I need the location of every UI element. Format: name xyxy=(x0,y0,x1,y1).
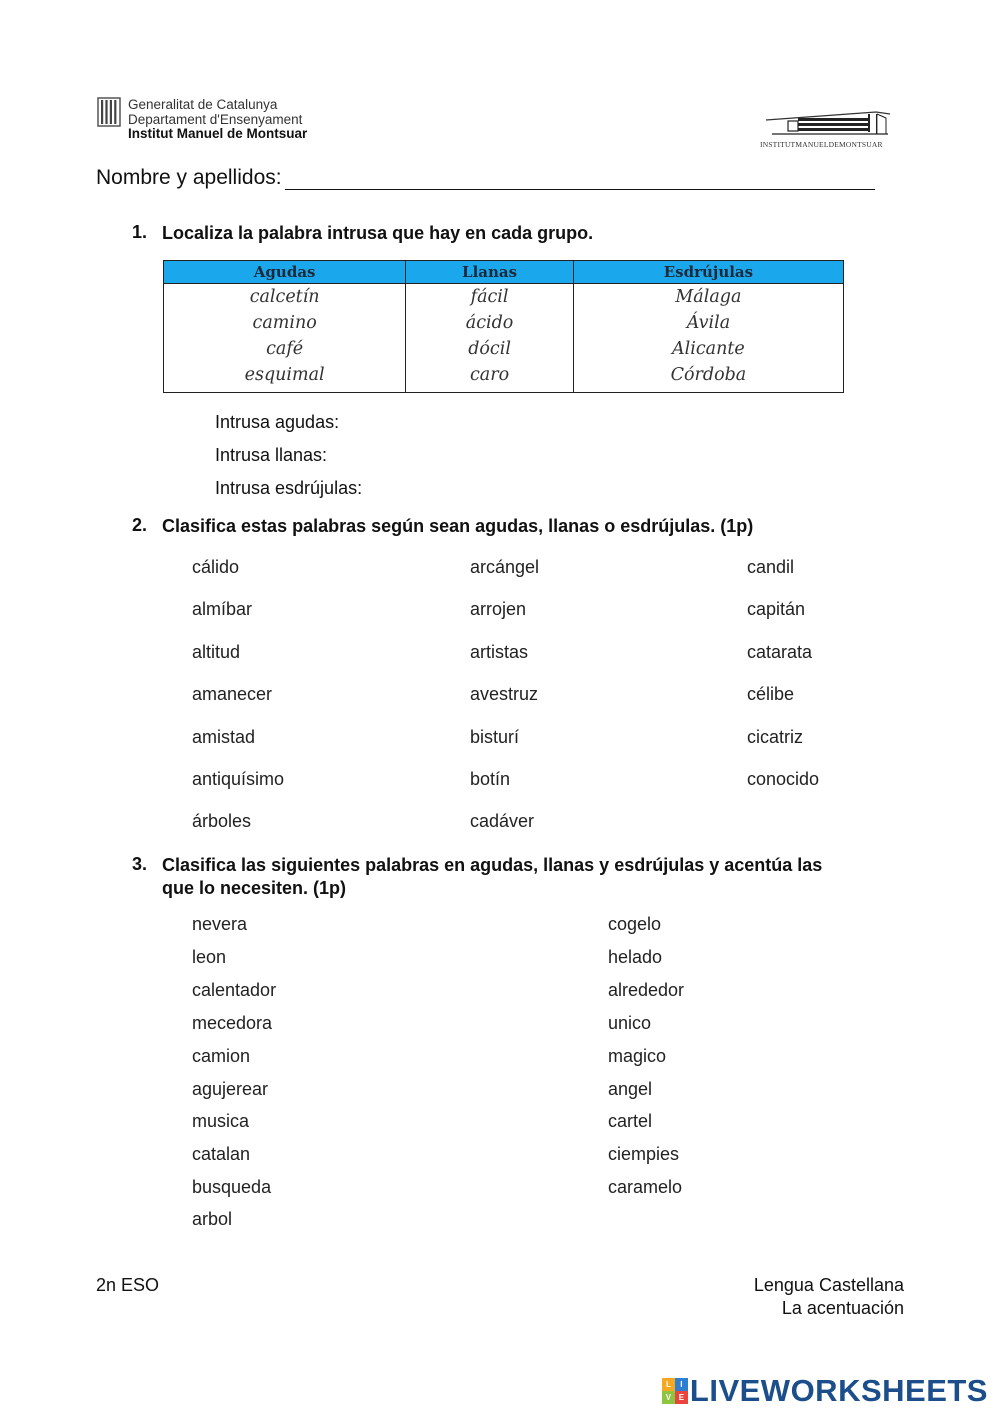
word-item: nevera xyxy=(192,914,248,934)
word-item: avestruz xyxy=(470,684,539,704)
table-word: fácil xyxy=(470,287,509,307)
word-item: cadáver xyxy=(470,811,535,831)
table-word: camino xyxy=(252,313,317,333)
word-item: arbol xyxy=(192,1209,233,1229)
word-item: catarata xyxy=(747,642,813,662)
gov-line-2: Departament d'Ensenyament xyxy=(128,111,303,127)
liveworksheets-icon xyxy=(662,1378,688,1404)
word-item: amanecer xyxy=(192,684,273,704)
esdrujulas-column xyxy=(573,284,843,393)
question-1 xyxy=(132,222,912,246)
word-item: caramelo xyxy=(608,1177,683,1197)
question-number: 3. xyxy=(132,854,148,874)
word-item: bisturí xyxy=(470,727,520,747)
word-item: candil xyxy=(747,557,795,577)
question-prompt: Clasifica estas palabras según sean agudas, llanas o esdrújulas. (1p) xyxy=(162,516,754,536)
table-header-esdrujulas: Esdrújulas xyxy=(573,261,843,284)
gov-line-1: Generalitat de Catalunya xyxy=(128,97,278,112)
name-label: Nombre y apellidos: xyxy=(96,166,282,189)
word-item: angel xyxy=(608,1079,653,1099)
word-item: almíbar xyxy=(192,599,253,619)
liveworksheets-wordmark: LIVEWORKSHEETS xyxy=(689,1373,988,1408)
school-logo-caption: INSTITUTMANUELDEMONTSUAR xyxy=(760,140,883,149)
word-item: altitud xyxy=(192,642,241,662)
generalitat-logo xyxy=(97,97,121,127)
word-item: capitán xyxy=(747,599,806,619)
footer-subject: Lengua Castellana xyxy=(753,1275,904,1295)
word-item: antiquísimo xyxy=(192,769,285,789)
answer-intrusa-esdrujulas[interactable]: Intrusa esdrújulas: xyxy=(215,478,363,498)
word-item: alrededor xyxy=(608,980,685,1000)
question-3 xyxy=(132,854,922,902)
table-word: ácido xyxy=(465,313,514,333)
brand-letter: I xyxy=(675,1378,688,1391)
word-item: ciempies xyxy=(608,1144,680,1164)
table-word: Málaga xyxy=(675,287,742,307)
word-item: árboles xyxy=(192,811,252,831)
brand-letter: E xyxy=(675,1391,688,1404)
word-item: botín xyxy=(470,769,511,789)
question-prompt-line-1: Clasifica las siguientes palabras en agudas, llanas y esdrújulas y acentúa las xyxy=(162,855,823,875)
table-word: caro xyxy=(469,365,510,385)
word-item: agujerear xyxy=(192,1079,269,1099)
answer-intrusa-agudas[interactable]: Intrusa agudas: xyxy=(215,412,340,432)
word-item: cálido xyxy=(192,557,240,577)
word-item: mecedora xyxy=(192,1013,273,1033)
brand-letter: L xyxy=(662,1378,675,1391)
word-item: cogelo xyxy=(608,914,662,934)
word-item: catalan xyxy=(192,1144,251,1164)
word-item: calentador xyxy=(192,980,277,1000)
word-item: camion xyxy=(192,1046,251,1066)
agudas-column xyxy=(164,284,406,393)
answer-intrusa-llanas[interactable]: Intrusa llanas: xyxy=(215,445,328,465)
question-number: 1. xyxy=(132,222,148,242)
word-item: célibe xyxy=(747,684,795,704)
word-item: artistas xyxy=(470,642,529,662)
word-item: musica xyxy=(192,1111,250,1131)
brand-letter: V xyxy=(662,1391,675,1404)
footer-course: 2n ESO xyxy=(96,1275,160,1295)
llanas-column xyxy=(406,284,574,393)
table-word: esquimal xyxy=(244,365,325,385)
table-word: Alicante xyxy=(672,339,745,359)
word-item: arrojen xyxy=(470,599,527,619)
question-2 xyxy=(132,515,912,539)
word-item: cicatriz xyxy=(747,727,804,747)
question-prompt: Localiza la palabra intrusa que hay en cada grupo. xyxy=(162,223,594,243)
institution-header xyxy=(128,98,307,142)
word-item: leon xyxy=(192,947,227,967)
word-item: helado xyxy=(608,947,663,967)
word-group-table xyxy=(163,260,844,393)
table-header-agudas: Agudas xyxy=(164,261,406,284)
word-item: arcángel xyxy=(470,557,540,577)
table-word: café xyxy=(266,339,304,359)
school-name: Institut Manuel de Montsuar xyxy=(128,126,308,141)
table-word: Córdoba xyxy=(670,365,747,385)
table-word: dócil xyxy=(468,339,511,359)
table-header-llanas: Llanas xyxy=(406,261,574,284)
word-item: busqueda xyxy=(192,1177,272,1197)
footer-topic: La acentuación xyxy=(781,1298,904,1318)
word-item: unico xyxy=(608,1013,652,1033)
table-word: Ávila xyxy=(686,313,731,333)
liveworksheets-brand[interactable] xyxy=(662,1373,988,1409)
table-word: calcetín xyxy=(249,287,320,307)
word-item: conocido xyxy=(747,769,820,789)
question-prompt-line-2: que lo necesiten. (1p) xyxy=(162,878,347,898)
name-input-line[interactable] xyxy=(285,169,875,190)
question-number: 2. xyxy=(132,515,148,535)
name-field xyxy=(96,166,875,190)
word-item: cartel xyxy=(608,1111,653,1131)
word-item: magico xyxy=(608,1046,667,1066)
word-item: amistad xyxy=(192,727,256,747)
